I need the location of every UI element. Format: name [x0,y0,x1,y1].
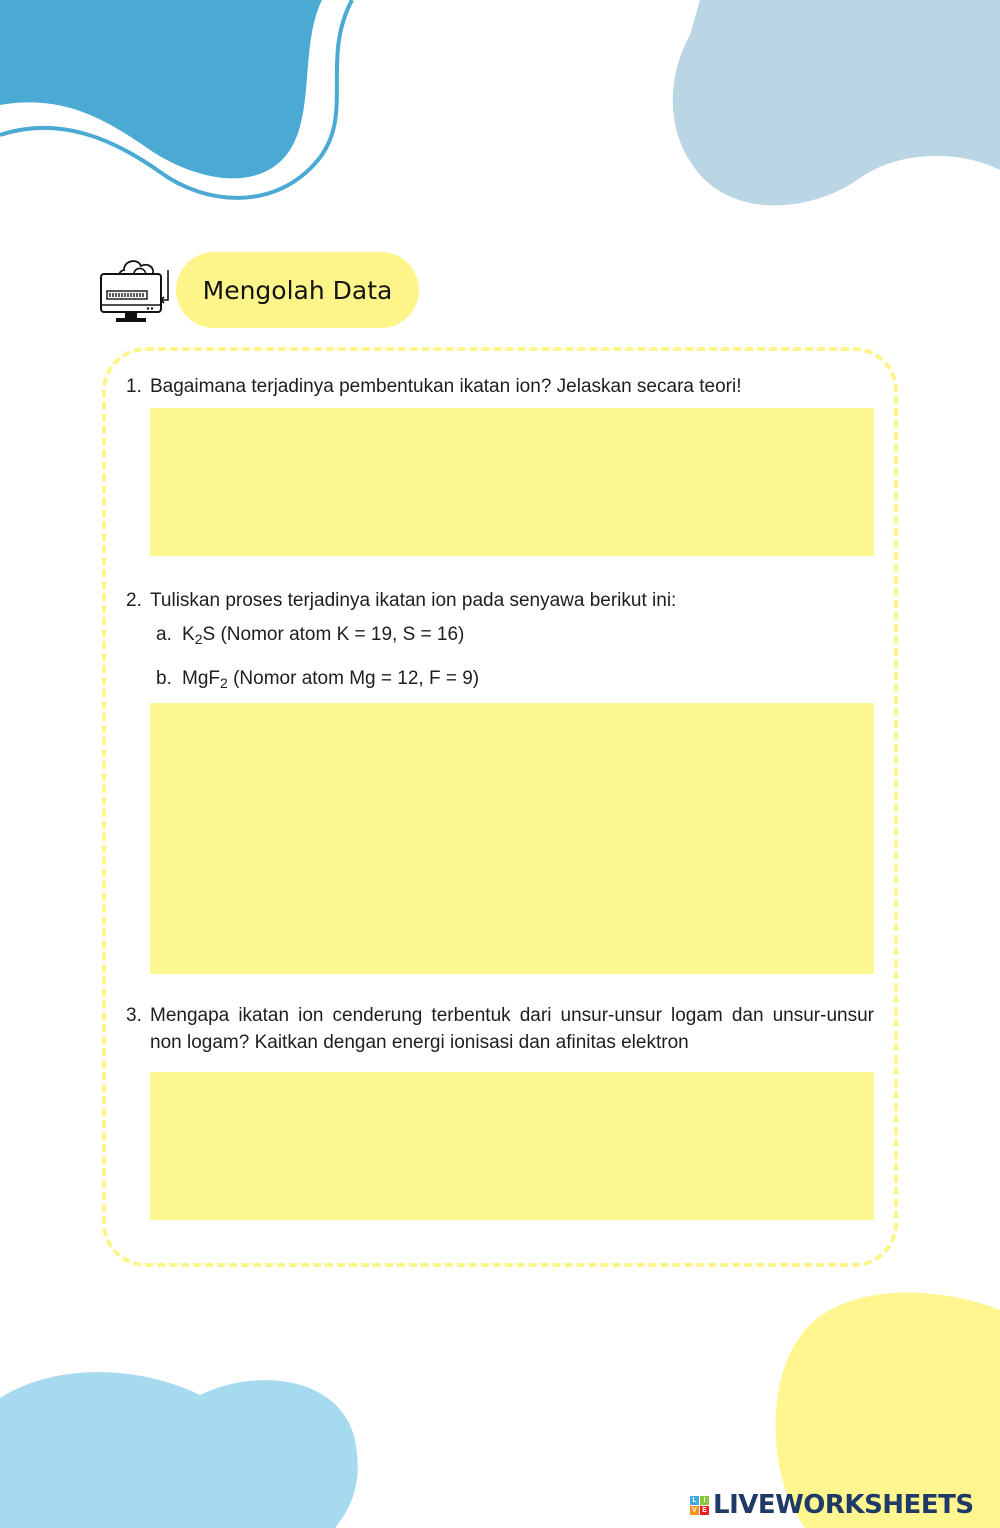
logo-mark [690,1496,709,1515]
question-1 [126,373,874,400]
formula-main: MgF [182,668,220,689]
logo-letter: E [700,1506,709,1515]
question-3 [126,1002,874,1056]
question-text: Bagaimana terjadinya pembentukan ikatan ion? Jelaskan secara teori! [150,376,742,397]
blob-top-left [0,0,322,178]
sub-item-a [156,621,464,653]
liveworksheets-logo [690,1490,974,1520]
question-text: Tuliskan proses terjadinya ikatan ion pada senyawa berikut ini: [150,590,677,611]
question-number: 2. [126,590,142,611]
formula-main: K [182,624,195,645]
formula-subscript: 2 [220,675,228,691]
sub-item-text: (Nomor atom K = 19, S = 16) [215,624,465,645]
blob-top-right [673,0,1000,205]
answer-box-2[interactable] [150,703,874,974]
sub-item-letter: b. [156,668,172,689]
question-2 [126,587,874,614]
answer-box-3[interactable] [150,1072,874,1220]
logo-text: LIVEWORKSHEETS [713,1490,974,1520]
sub-item-letter: a. [156,624,172,645]
question-text: Mengapa ikatan ion cenderung terbentuk dari unsur-unsur logam dan unsur-unsur non logam? Kaitkan dengan energi ionisasi dan afinitas elektron [150,1005,874,1053]
answer-box-1[interactable] [150,408,874,556]
logo-letter: I [700,1496,709,1505]
formula-end: S [202,624,216,645]
logo-letter: L [690,1496,699,1505]
logo-letter: V [690,1506,699,1515]
blob-bottom-left [0,1372,358,1528]
computer-cloud-sync-icon [96,252,176,328]
section-title: Mengolah Data [176,252,419,328]
formula-subscript: 2 [194,631,203,647]
question-number: 1. [126,376,142,397]
sub-item-b [156,665,479,697]
question-number: 3. [126,1005,142,1026]
sub-item-text: (Nomor atom Mg = 12, F = 9) [227,668,480,689]
